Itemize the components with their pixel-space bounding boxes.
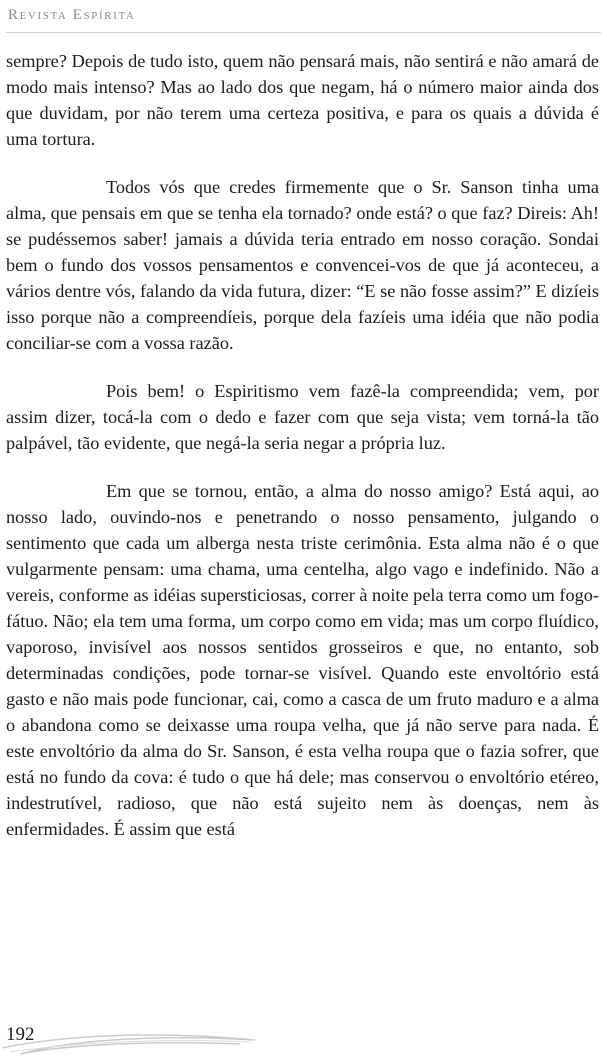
paragraph-1: sempre? Depois de tudo isto, quem não pensará mais, não sentirá e não amará de modo mais intenso? Mas ao lado dos que negam, há o número maior ainda dos que duvidam, por não terem uma certeza positiva, e para os quais a dúvida é uma tortura.: [6, 51, 599, 149]
paragraph-2: Todos vós que credes firmemente que o Sr. Sanson tinha uma alma, que pensais em que se tenha ela tornado? onde está? o que faz? Direis: Ah! se pudéssemos saber! jamais a dúvida teria entrado em nosso coração. Sondai bem o fundo dos vossos pensamentos e convencei-vos de que já aconteceu, a vários dentre vós, falando da vida futura, dizer: “E se não fosse assim?” E dizíeis isso porque não a compreendíeis, porque dela fazíeis uma idéia que não podia conciliar-se com a vossa razão.: [6, 177, 599, 353]
running-head: Revista Espírita: [8, 7, 136, 23]
paragraph-3: Pois bem! o Espiritismo vem fazê-la compreendida; vem, por assim dizer, tocá-la com o dedo e fazer com que seja vista; vem torná-la tão palpável, tão evidente, que negá-la seria negar a própria luz.: [6, 381, 599, 453]
page-body: [6, 48, 599, 842]
header-rule: [6, 32, 601, 33]
page-number: 192: [6, 1024, 35, 1045]
paragraph-4: Em que se tornou, então, a alma do nosso amigo? Está aqui, ao nosso lado, ouvindo-nos e penetrando o nosso pensamento, julgando o sentimento que cada um alberga nesta triste cerimônia. Esta alma não é o que vulgarmente pensam: uma chama, uma centelha, algo vago e indefinido. Não a vereis, conforme as idéias supersticiosas, correr à noite pela terra como um fogo-fátuo. Não; ela tem uma forma, um corpo como em vida; mas um corpo fluídico, vaporoso, invisível aos nossos sentidos grosseiros e que, no entanto, sob determinadas condições, pode tornar-se visível. Quando este envoltório está gasto e não mais pode funcionar, cai, como a casca de um fruto maduro e a alma o abandona como se deixasse uma roupa velha, que já não serve para nada. É este envoltório da alma do Sr. Sanson, é esta velha roupa que o fazia sofrer, que está no fundo da cova: é tudo o que há dele; mas conservou o envoltório etéreo, indestrutível, radioso, que não está sujeito nem às doenças, nem às enfermidades. É assim que está: [6, 481, 599, 839]
page-number-swash: [0, 1028, 260, 1061]
